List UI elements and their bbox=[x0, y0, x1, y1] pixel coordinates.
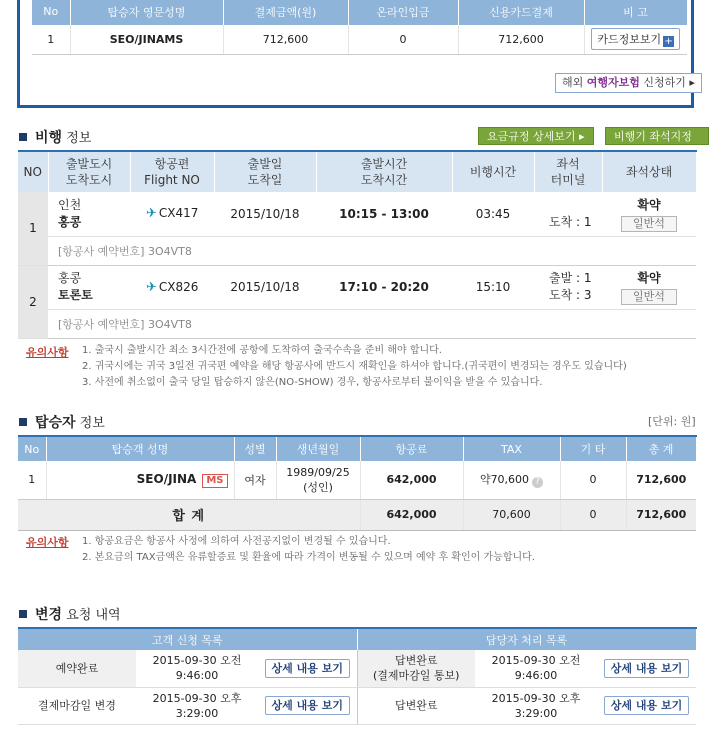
request-datetime: 2015-09-30 오전 9:46:00 bbox=[136, 650, 258, 687]
col-header: 항공편 Flight NO bbox=[130, 151, 214, 192]
passenger-section-title bbox=[19, 412, 105, 432]
airline-booking-ref: [항공사 예약번호] 3O4VT8 bbox=[48, 236, 696, 265]
remarks-cell bbox=[584, 25, 687, 54]
flight-row bbox=[18, 192, 696, 236]
table-row bbox=[32, 25, 687, 54]
seat-selection-button[interactable]: 비행기 좌석지정 bbox=[605, 127, 709, 145]
col-header: 비행시간 bbox=[452, 151, 534, 192]
flight-date: 2015/10/18 bbox=[214, 265, 316, 309]
flight-notes-label: 유의사항 bbox=[26, 346, 69, 359]
etc-amount: 0 bbox=[560, 461, 626, 499]
flight-header-row bbox=[18, 151, 696, 192]
response-type: 답변완료 bbox=[357, 687, 475, 724]
arrival-terminal: 도착 : 3 bbox=[549, 288, 592, 302]
title-badge: MS bbox=[202, 474, 227, 488]
view-details-button[interactable]: 상세 내용 보기 bbox=[604, 696, 689, 715]
note-item: 2. 귀국시에는 귀국 3일전 귀국편 예약을 해당 항공사에 반드시 재확인을 하셔야 합니다.(귀국편이 변경되는 경우도 있습니다) bbox=[82, 361, 627, 372]
city-cell bbox=[48, 192, 130, 236]
response-detail-cell bbox=[597, 650, 696, 687]
flight-duration: 15:10 bbox=[452, 265, 534, 309]
passenger-age-type: (성인) bbox=[303, 480, 333, 494]
passenger-dob: 1989/09/25 bbox=[286, 465, 350, 479]
flight-duration: 03:45 bbox=[452, 192, 534, 236]
note-item: 1. 출국시 출발시간 최소 3시간전에 공항에 도착하여 출국수속을 준비 해야 합니다. bbox=[82, 345, 442, 356]
payment-amount: 712,600 bbox=[223, 25, 348, 54]
flight-no: 1 bbox=[18, 192, 48, 265]
seat-status: 확약 bbox=[637, 197, 661, 212]
departure-city: 홍콩 bbox=[58, 271, 82, 285]
col-header: 비 고 bbox=[584, 0, 687, 25]
table-row bbox=[18, 650, 696, 687]
seat-class-button[interactable]: 일반석 bbox=[621, 289, 677, 305]
payer-name: SEO/JINAMS bbox=[70, 25, 223, 54]
total-row bbox=[18, 499, 696, 530]
airline-booking-ref: [항공사 예약번호] 3O4VT8 bbox=[48, 309, 696, 338]
staff-responses-header: 담당자 처리 목록 bbox=[357, 628, 696, 650]
square-bullet-icon bbox=[19, 133, 27, 141]
col-header: 기 타 bbox=[560, 436, 626, 461]
card-info-button[interactable] bbox=[591, 28, 680, 50]
square-bullet-icon bbox=[19, 610, 27, 618]
change-request-table bbox=[18, 627, 697, 725]
online-deposit: 0 bbox=[348, 25, 458, 54]
grand-total: 712,600 bbox=[626, 499, 696, 530]
response-type: 답변완료 (결제마감일 통보) bbox=[357, 650, 475, 687]
change-section-title bbox=[19, 604, 121, 624]
flight-times: 17:10 - 20:20 bbox=[316, 265, 452, 309]
passenger-name-cell bbox=[46, 461, 234, 499]
col-header: 좌석 터미널 bbox=[534, 151, 602, 192]
flight-section-title bbox=[19, 127, 91, 147]
note-item: 2. 본요금의 TAX금액은 유류할증료 및 환율에 따라 가격이 변동될 수 있으며 예약 후 확인이 가능합니다. bbox=[82, 552, 535, 563]
title-rest: 정보 bbox=[75, 416, 105, 431]
airline-ref-row bbox=[18, 309, 696, 338]
total-amount: 712,600 bbox=[626, 461, 696, 499]
response-detail-cell bbox=[597, 687, 696, 724]
view-details-button[interactable]: 상세 내용 보기 bbox=[604, 659, 689, 678]
title-bold: 탑승자 bbox=[35, 415, 76, 431]
col-header: 신용카드결제 bbox=[458, 0, 584, 25]
request-detail-cell bbox=[258, 650, 357, 687]
total-tax: 70,600 bbox=[463, 499, 560, 530]
tax-cell bbox=[463, 461, 560, 499]
change-header-row bbox=[18, 628, 696, 650]
total-etc: 0 bbox=[560, 499, 626, 530]
customer-requests-header: 고객 신청 목록 bbox=[18, 628, 357, 650]
unit-label: [단위: 원] bbox=[648, 415, 696, 428]
fare-rules-button[interactable]: 요금규정 상세보기 ▸ bbox=[478, 127, 594, 145]
col-header: 탑승객 성명 bbox=[46, 436, 234, 461]
departure-terminal: 출발 : 1 bbox=[549, 271, 592, 285]
terminal-cell bbox=[534, 265, 602, 309]
col-header: 탑승자 영문성명 bbox=[70, 0, 223, 25]
dob-cell bbox=[276, 461, 360, 499]
seat-status-cell bbox=[602, 265, 696, 309]
flight-date: 2015/10/18 bbox=[214, 192, 316, 236]
col-header: NO bbox=[18, 151, 48, 192]
request-type: 예약완료 bbox=[18, 650, 136, 687]
city-cell bbox=[48, 265, 130, 309]
flight-number-cell bbox=[130, 265, 214, 309]
seat-status-cell bbox=[602, 192, 696, 236]
passenger-notes-label: 유의사항 bbox=[26, 536, 69, 549]
request-datetime: 2015-09-30 오후 3:29:00 bbox=[136, 687, 258, 724]
insurance-suffix: 신청하기 ▸ bbox=[639, 76, 695, 89]
arrival-city: 토론토 bbox=[58, 288, 93, 302]
flight-number: CX826 bbox=[158, 279, 199, 294]
flight-notes bbox=[82, 343, 627, 391]
departure-city: 인천 bbox=[58, 197, 82, 212]
flight-row bbox=[18, 265, 696, 309]
col-header: 출발시간 도착시간 bbox=[316, 151, 452, 192]
passenger-header-row bbox=[18, 436, 696, 461]
square-bullet-icon bbox=[19, 418, 27, 426]
plus-icon: + bbox=[664, 36, 673, 48]
col-header: 생년월일 bbox=[276, 436, 360, 461]
col-header: 결제금액(원) bbox=[223, 0, 348, 25]
airline-ref-row bbox=[18, 236, 696, 265]
flight-number-cell bbox=[130, 192, 214, 236]
passenger-name: SEO/JINA bbox=[136, 471, 197, 486]
total-fare: 642,000 bbox=[360, 499, 463, 530]
title-bold: 변경 bbox=[35, 607, 63, 623]
passenger-no: 1 bbox=[18, 461, 46, 499]
passenger-notes bbox=[82, 534, 535, 566]
request-type: 결제마감일 변경 bbox=[18, 687, 136, 724]
flight-table bbox=[18, 150, 697, 339]
card-payment: 712,600 bbox=[458, 25, 584, 54]
note-item: 3. 사전에 취소없이 출국 당일 탑승하지 않은(NO-SHOW) 경우, 항공사로부터 불이익을 받을 수 있습니다. bbox=[82, 377, 543, 388]
col-header: No bbox=[32, 0, 70, 25]
col-header: 출발일 도착일 bbox=[214, 151, 316, 192]
arrival-terminal: 도착 : 1 bbox=[549, 214, 592, 229]
view-details-button[interactable]: 상세 내용 보기 bbox=[265, 659, 350, 678]
view-details-button[interactable]: 상세 내용 보기 bbox=[265, 696, 350, 715]
cathay-airline-icon: ✈ bbox=[146, 206, 157, 222]
col-header: 온라인입금 bbox=[348, 0, 458, 25]
passenger-gender: 여자 bbox=[234, 461, 276, 499]
flight-times: 10:15 - 13:00 bbox=[316, 192, 452, 236]
travel-insurance-button[interactable] bbox=[555, 73, 702, 93]
passenger-table bbox=[18, 435, 697, 531]
col-header: 성별 bbox=[234, 436, 276, 461]
help-icon[interactable]: ? bbox=[532, 477, 543, 488]
payment-table bbox=[32, 0, 688, 55]
response-datetime: 2015-09-30 오전 9:46:00 bbox=[475, 650, 597, 687]
col-header: 항공료 bbox=[360, 436, 463, 461]
insurance-highlight: 여행자보험 bbox=[586, 76, 640, 89]
table-row bbox=[18, 687, 696, 724]
col-header: 총 계 bbox=[626, 436, 696, 461]
payment-summary-box bbox=[17, 0, 694, 108]
col-header: No bbox=[18, 436, 46, 461]
total-label: 합 계 bbox=[18, 499, 360, 530]
title-rest: 정보 bbox=[62, 131, 92, 146]
seat-class-button[interactable]: 일반석 bbox=[621, 216, 677, 232]
air-fare: 642,000 bbox=[360, 461, 463, 499]
col-header: 출발도시 도착도시 bbox=[48, 151, 130, 192]
card-info-label: 카드정보보기 bbox=[597, 33, 662, 47]
payment-no: 1 bbox=[32, 25, 70, 54]
title-bold: 비행 bbox=[35, 130, 63, 146]
flight-number: CX417 bbox=[158, 206, 199, 221]
arrival-city: 홍콩 bbox=[58, 214, 82, 229]
note-item: 1. 항공요금은 항공사 사정에 의하여 사전공지없이 변경될 수 있습니다. bbox=[82, 536, 391, 547]
cathay-airline-icon: ✈ bbox=[146, 279, 157, 295]
request-detail-cell bbox=[258, 687, 357, 724]
table-row bbox=[18, 461, 696, 499]
insurance-prefix: 해외 bbox=[562, 76, 587, 89]
title-rest: 요청 내역 bbox=[62, 608, 121, 623]
col-header: TAX bbox=[463, 436, 560, 461]
tax-amount: 약70,600 bbox=[479, 473, 530, 487]
payment-header-row bbox=[32, 0, 687, 25]
seat-status: 확약 bbox=[637, 271, 661, 285]
flight-no: 2 bbox=[18, 265, 48, 338]
response-datetime: 2015-09-30 오후 3:29:00 bbox=[475, 687, 597, 724]
col-header: 좌석상태 bbox=[602, 151, 696, 192]
terminal-cell bbox=[534, 192, 602, 236]
